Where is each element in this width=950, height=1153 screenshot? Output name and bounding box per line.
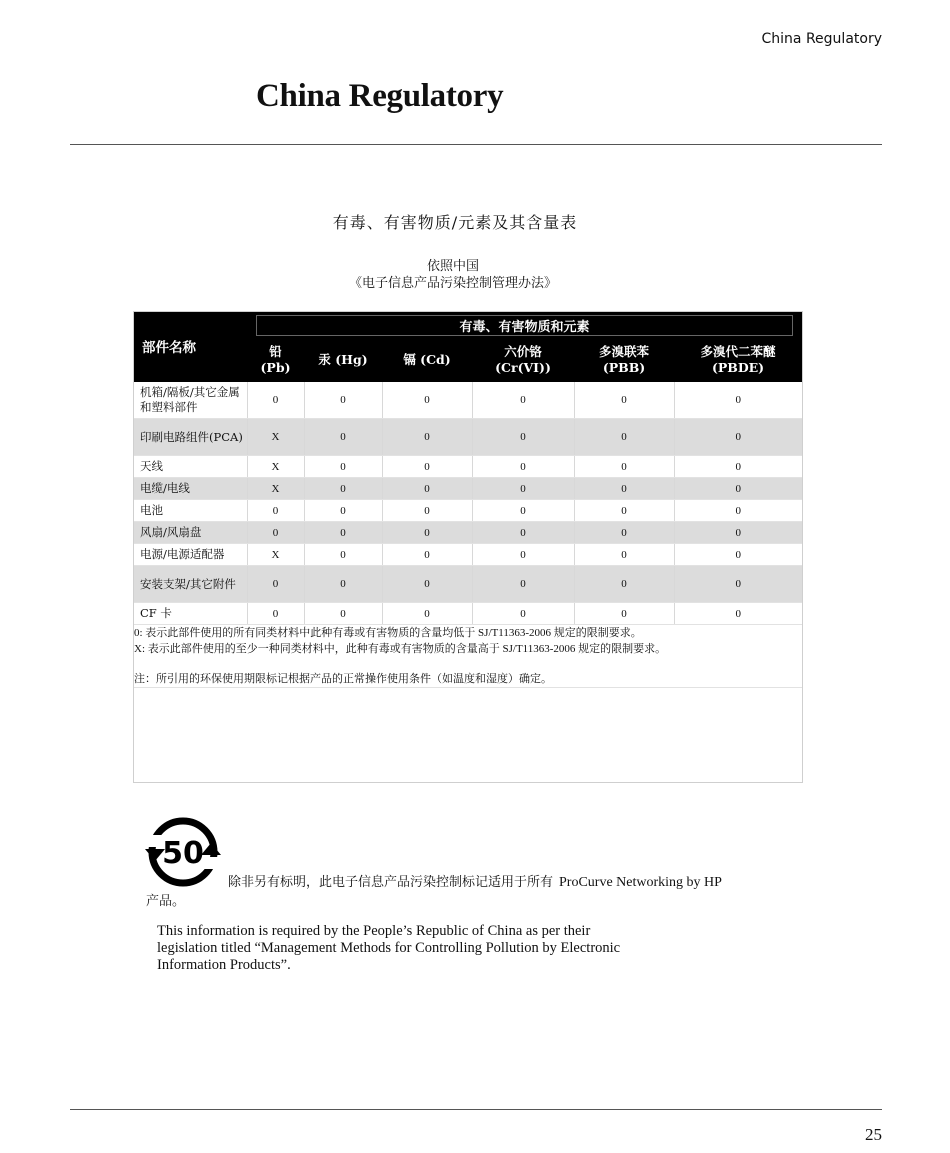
- value-cell: 0: [304, 566, 382, 603]
- value-cell: 0: [247, 522, 304, 544]
- value-cell: 0: [247, 603, 304, 625]
- table-row: [134, 544, 802, 566]
- table-row: [134, 456, 802, 478]
- value-cell: 0: [674, 603, 802, 625]
- value-cell: 0: [674, 500, 802, 522]
- value-cell: 0: [382, 500, 472, 522]
- value-cell: 0: [574, 419, 674, 456]
- value-cell: 0: [382, 478, 472, 500]
- table-title: 有毒、有害物质/元素及其含量表: [332, 213, 578, 232]
- part-name-cell: 机箱/隔板/其它金属和塑料部件: [134, 382, 247, 419]
- table-row: [134, 478, 802, 500]
- header-pb: 铅 (Pb): [247, 338, 304, 382]
- value-cell: 0: [382, 522, 472, 544]
- table-row: [134, 500, 802, 522]
- value-cell: 0: [472, 382, 574, 419]
- part-name-cell: 电缆/电线: [134, 478, 247, 500]
- header-pbde: 多溴代二苯醚 (PBDE): [674, 338, 802, 382]
- value-cell: X: [247, 456, 304, 478]
- header-substance-group: 有毒、有害物质和元素: [247, 312, 802, 338]
- part-name-cell: 电源/电源适配器: [134, 544, 247, 566]
- table-row: [134, 419, 802, 456]
- note-x: X: 表示此部件使用的至少一种同类材料中，此种有毒或有害物质的含量高于 SJ/T11363-2006 规定的限制要求。: [134, 643, 667, 655]
- header-hg: 汞 (Hg): [304, 338, 382, 382]
- part-name-cell: 安装支架/其它附件: [134, 566, 247, 603]
- value-cell: 0: [472, 544, 574, 566]
- value-cell: 0: [304, 522, 382, 544]
- value-cell: 0: [304, 419, 382, 456]
- value-cell: X: [247, 544, 304, 566]
- value-cell: 0: [472, 419, 574, 456]
- english-explanation: This information is required by the People’s Republic of China as per their legislation titled “Management Methods for Controlling Pollution by Electronic Information Products”.: [157, 923, 621, 973]
- value-cell: 0: [382, 544, 472, 566]
- value-cell: 0: [574, 500, 674, 522]
- footer-rule: [70, 1109, 882, 1110]
- header-part-name: 部件名称: [134, 312, 247, 382]
- value-cell: 0: [674, 566, 802, 603]
- value-cell: 0: [247, 500, 304, 522]
- note-remark: 注：所引用的环保使用期限标记根据产品的正常操作使用条件（如温度和湿度）确定。: [134, 673, 552, 685]
- value-cell: 0: [382, 603, 472, 625]
- value-cell: 0: [247, 382, 304, 419]
- value-cell: 0: [674, 478, 802, 500]
- header-cr6: 六价铬 (Cr(VI)): [472, 338, 574, 382]
- value-cell: 0: [304, 478, 382, 500]
- header-cd: 镉 (Cd): [382, 338, 472, 382]
- value-cell: 0: [382, 566, 472, 603]
- header-rule: [70, 144, 882, 145]
- part-name-cell: 印刷电路组件(PCA): [134, 419, 247, 456]
- part-name-cell: 天线: [134, 456, 247, 478]
- value-cell: 0: [472, 522, 574, 544]
- table-subtitle-2: 《电子信息产品污染控制管理办法》: [348, 276, 557, 291]
- efup-50-icon: [143, 815, 229, 891]
- value-cell: 0: [472, 566, 574, 603]
- value-cell: 0: [574, 456, 674, 478]
- value-cell: 0: [574, 544, 674, 566]
- value-cell: 0: [674, 544, 802, 566]
- value-cell: X: [247, 419, 304, 456]
- efup-50-logo: [143, 815, 229, 891]
- part-name-cell: 电池: [134, 500, 247, 522]
- value-cell: 0: [674, 419, 802, 456]
- logo-caption-end: 产品。: [146, 894, 186, 909]
- value-cell: 0: [304, 544, 382, 566]
- page-number: 25: [865, 1125, 882, 1144]
- header-pbb: 多溴联苯 (PBB): [574, 338, 674, 382]
- value-cell: 0: [574, 522, 674, 544]
- value-cell: 0: [472, 456, 574, 478]
- table-row: [134, 382, 802, 419]
- value-cell: 0: [574, 566, 674, 603]
- value-cell: 0: [574, 603, 674, 625]
- value-cell: 0: [382, 382, 472, 419]
- value-cell: 0: [304, 456, 382, 478]
- value-cell: 0: [382, 419, 472, 456]
- running-head: China Regulatory: [761, 31, 882, 47]
- table-row: [134, 603, 802, 625]
- table-notes: [134, 625, 802, 688]
- page-title: China Regulatory: [256, 78, 504, 114]
- value-cell: X: [247, 478, 304, 500]
- value-cell: 0: [382, 456, 472, 478]
- hazardous-substance-table: [134, 312, 802, 688]
- value-cell: 0: [674, 382, 802, 419]
- value-cell: 0: [304, 500, 382, 522]
- logo-caption: 除非另有标明，此电子信息产品污染控制标记适用于所有 ProCurve Networking by HP: [228, 875, 722, 890]
- value-cell: 0: [674, 522, 802, 544]
- table-row: [134, 566, 802, 603]
- value-cell: 0: [472, 603, 574, 625]
- note-zero: 0: 表示此部件使用的所有同类材料中此种有毒或有害物质的含量均低于 SJ/T11363-2006 规定的限制要求。: [134, 627, 642, 639]
- value-cell: 0: [674, 456, 802, 478]
- value-cell: 0: [574, 478, 674, 500]
- part-name-cell: CF 卡: [134, 603, 247, 625]
- table-subtitle-1: 依照中国: [426, 259, 479, 274]
- value-cell: 0: [304, 382, 382, 419]
- value-cell: 0: [472, 500, 574, 522]
- value-cell: 0: [472, 478, 574, 500]
- value-cell: 0: [574, 382, 674, 419]
- svg-text:50: 50: [162, 836, 204, 871]
- value-cell: 0: [247, 566, 304, 603]
- hazardous-substance-table-frame: [133, 311, 803, 783]
- table-row: [134, 522, 802, 544]
- part-name-cell: 风扇/风扇盘: [134, 522, 247, 544]
- value-cell: 0: [304, 603, 382, 625]
